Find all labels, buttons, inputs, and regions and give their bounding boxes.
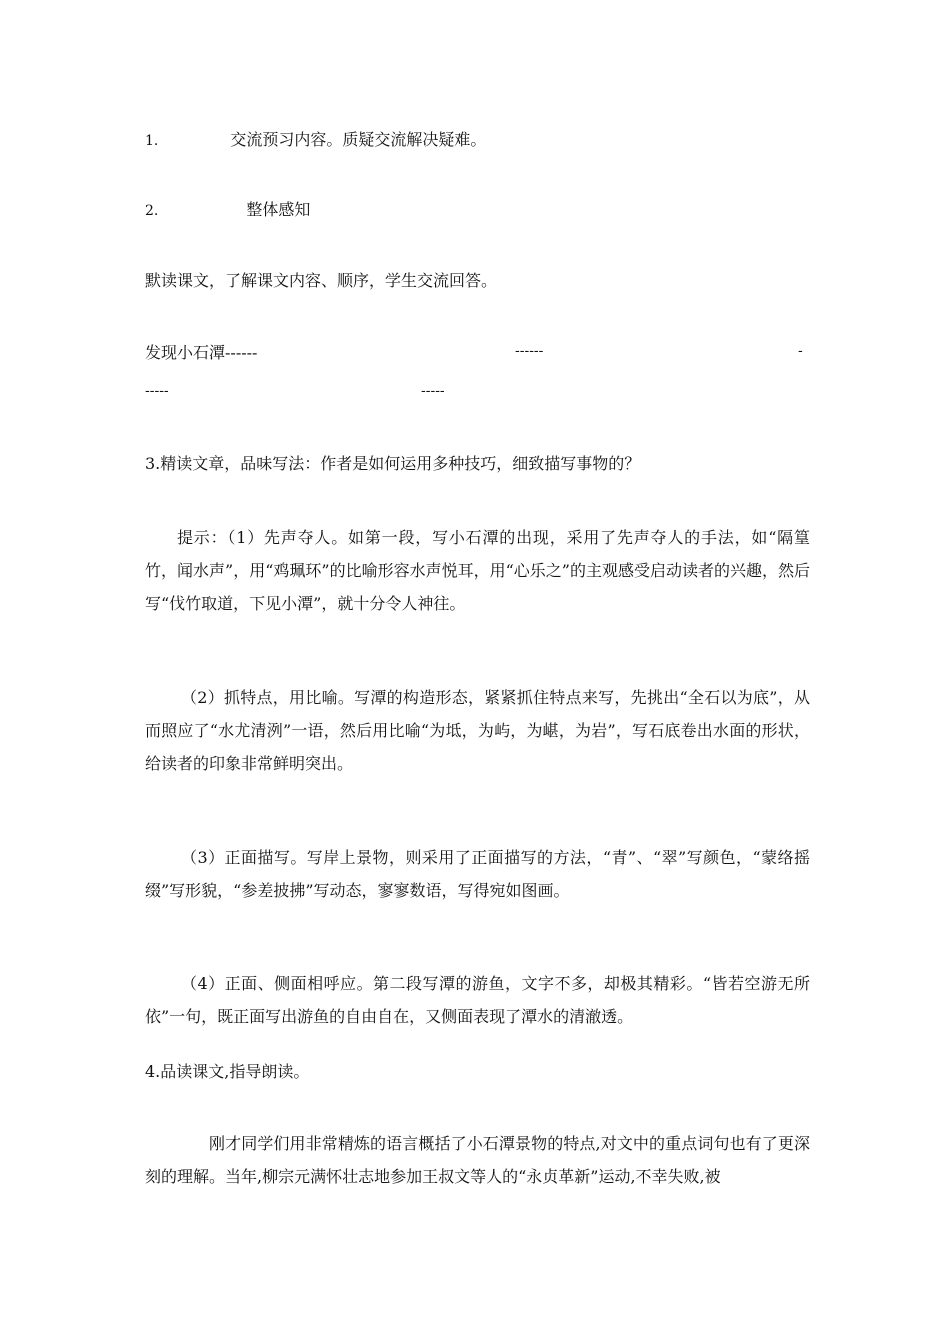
hint-3-paragraph: （3）正面描写。写岸上景物，则采用了正面描写的方法，“青”、“翠”写颜色，“蒙络摇缀”写形貌，“参差披拂”写动态，寥寥数语，写得宛如图画。 bbox=[145, 848, 810, 900]
section-4-heading: 4.品读课文,指导朗读。 bbox=[145, 1062, 310, 1081]
sequence-blank-2: ------ bbox=[515, 343, 544, 359]
hint-4-paragraph: （4）正面、侧面相呼应。第二段写潭的游鱼，文字不多，却极其精彩。“皆若空游无所依”一句，既正面写出游鱼的自由自在，又侧面表现了潭水的清澈透。 bbox=[145, 974, 810, 1026]
sequence-start: 发现小石潭------ bbox=[145, 343, 258, 362]
hint-1-paragraph: 提示：（1）先声夺人。如第一段，写小石潭的出现，采用了先声夺人的手法，如“隔篁竹，闻水声”，用“鸡珮环”的比喻形容水声悦耳，用“心乐之”的主观感受启动读者的兴趣，然后写“伐竹取道，下见小潭”，就十分令人神往。 bbox=[145, 528, 810, 613]
sequence-blank-4: ----- bbox=[145, 383, 169, 399]
item-2-number: 2. bbox=[145, 203, 159, 219]
read-instruction: 默读课文，了解课文内容、顺序，学生交流回答。 bbox=[145, 271, 498, 290]
sequence-blank-3: - bbox=[798, 343, 803, 359]
item-1 bbox=[145, 130, 486, 151]
sequence-blank-5: ----- bbox=[421, 383, 445, 399]
section-3-heading: 3.精读文章，品味写法：作者是如何运用多种技巧，细致描写事物的？ bbox=[145, 454, 641, 473]
item-2 bbox=[145, 200, 310, 221]
item-1-number: 1. bbox=[145, 133, 159, 149]
item-1-text: 交流预习内容。质疑交流解决疑难。 bbox=[230, 130, 487, 149]
item-2-text: 整体感知 bbox=[246, 200, 311, 219]
hint-2-paragraph: （2）抓特点，用比喻。写潭的构造形态，紧紧抓住特点来写，先挑出“全石以为底”，从而照应了“水尤清洌”一语，然后用比喻“为坻，为屿，为嵁，为岩”，写石底卷出水面的形状，给读者的印象非常鲜明突出。 bbox=[145, 688, 810, 773]
section-4-body: 刚才同学们用非常精炼的语言概括了小石潭景物的特点,对文中的重点词句也有了更深刻的理解。当年,柳宗元满怀壮志地参加王叔文等人的“永贞革新”运动,不幸失败,被 bbox=[145, 1134, 810, 1186]
